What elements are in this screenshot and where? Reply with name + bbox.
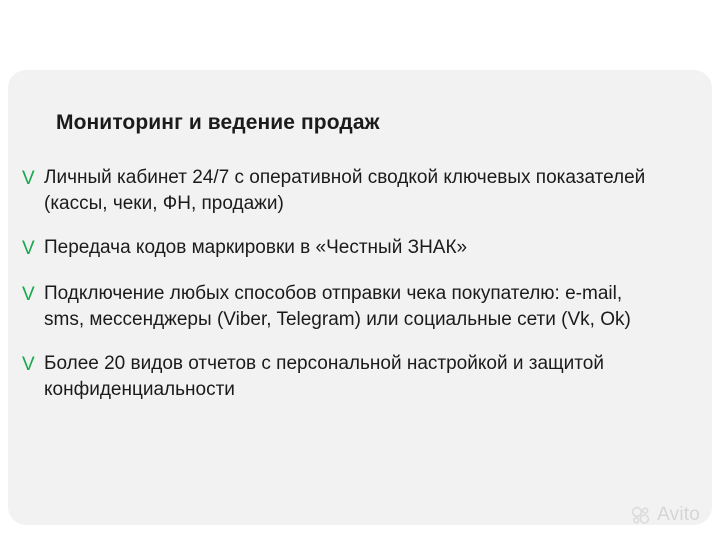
list-item-text: Передача кодов маркировки в «Честный ЗНАК» bbox=[44, 237, 468, 259]
check-icon: V bbox=[22, 168, 35, 190]
card-content bbox=[22, 110, 678, 422]
check-icon: V bbox=[22, 238, 35, 260]
list-item bbox=[22, 281, 678, 332]
list-item-text: Подключение любых способов отправки чека покупателю: e-mail, sms, мессенджеры (Viber, Telegram) или социальные сети (Vk, Ok) bbox=[44, 283, 631, 330]
list-item-text: Более 20 видов отчетов с персональной настройкой и защитой конфиденциальности bbox=[44, 353, 604, 401]
info-card bbox=[8, 70, 712, 525]
watermark-text: Avito bbox=[657, 504, 700, 525]
avito-logo-icon bbox=[631, 505, 651, 525]
check-icon: V bbox=[22, 284, 35, 306]
list-item bbox=[22, 235, 678, 262]
list-item-text: Личный кабинет 24/7 с оперативной сводкой ключевых показателей (кассы, чеки, ФН, продажи) bbox=[44, 167, 646, 214]
page-title: Мониторинг и ведение продаж bbox=[56, 111, 380, 134]
feature-list bbox=[22, 165, 678, 402]
check-icon: V bbox=[22, 354, 35, 376]
watermark bbox=[631, 504, 700, 526]
list-item bbox=[22, 351, 678, 402]
list-item bbox=[22, 165, 678, 216]
